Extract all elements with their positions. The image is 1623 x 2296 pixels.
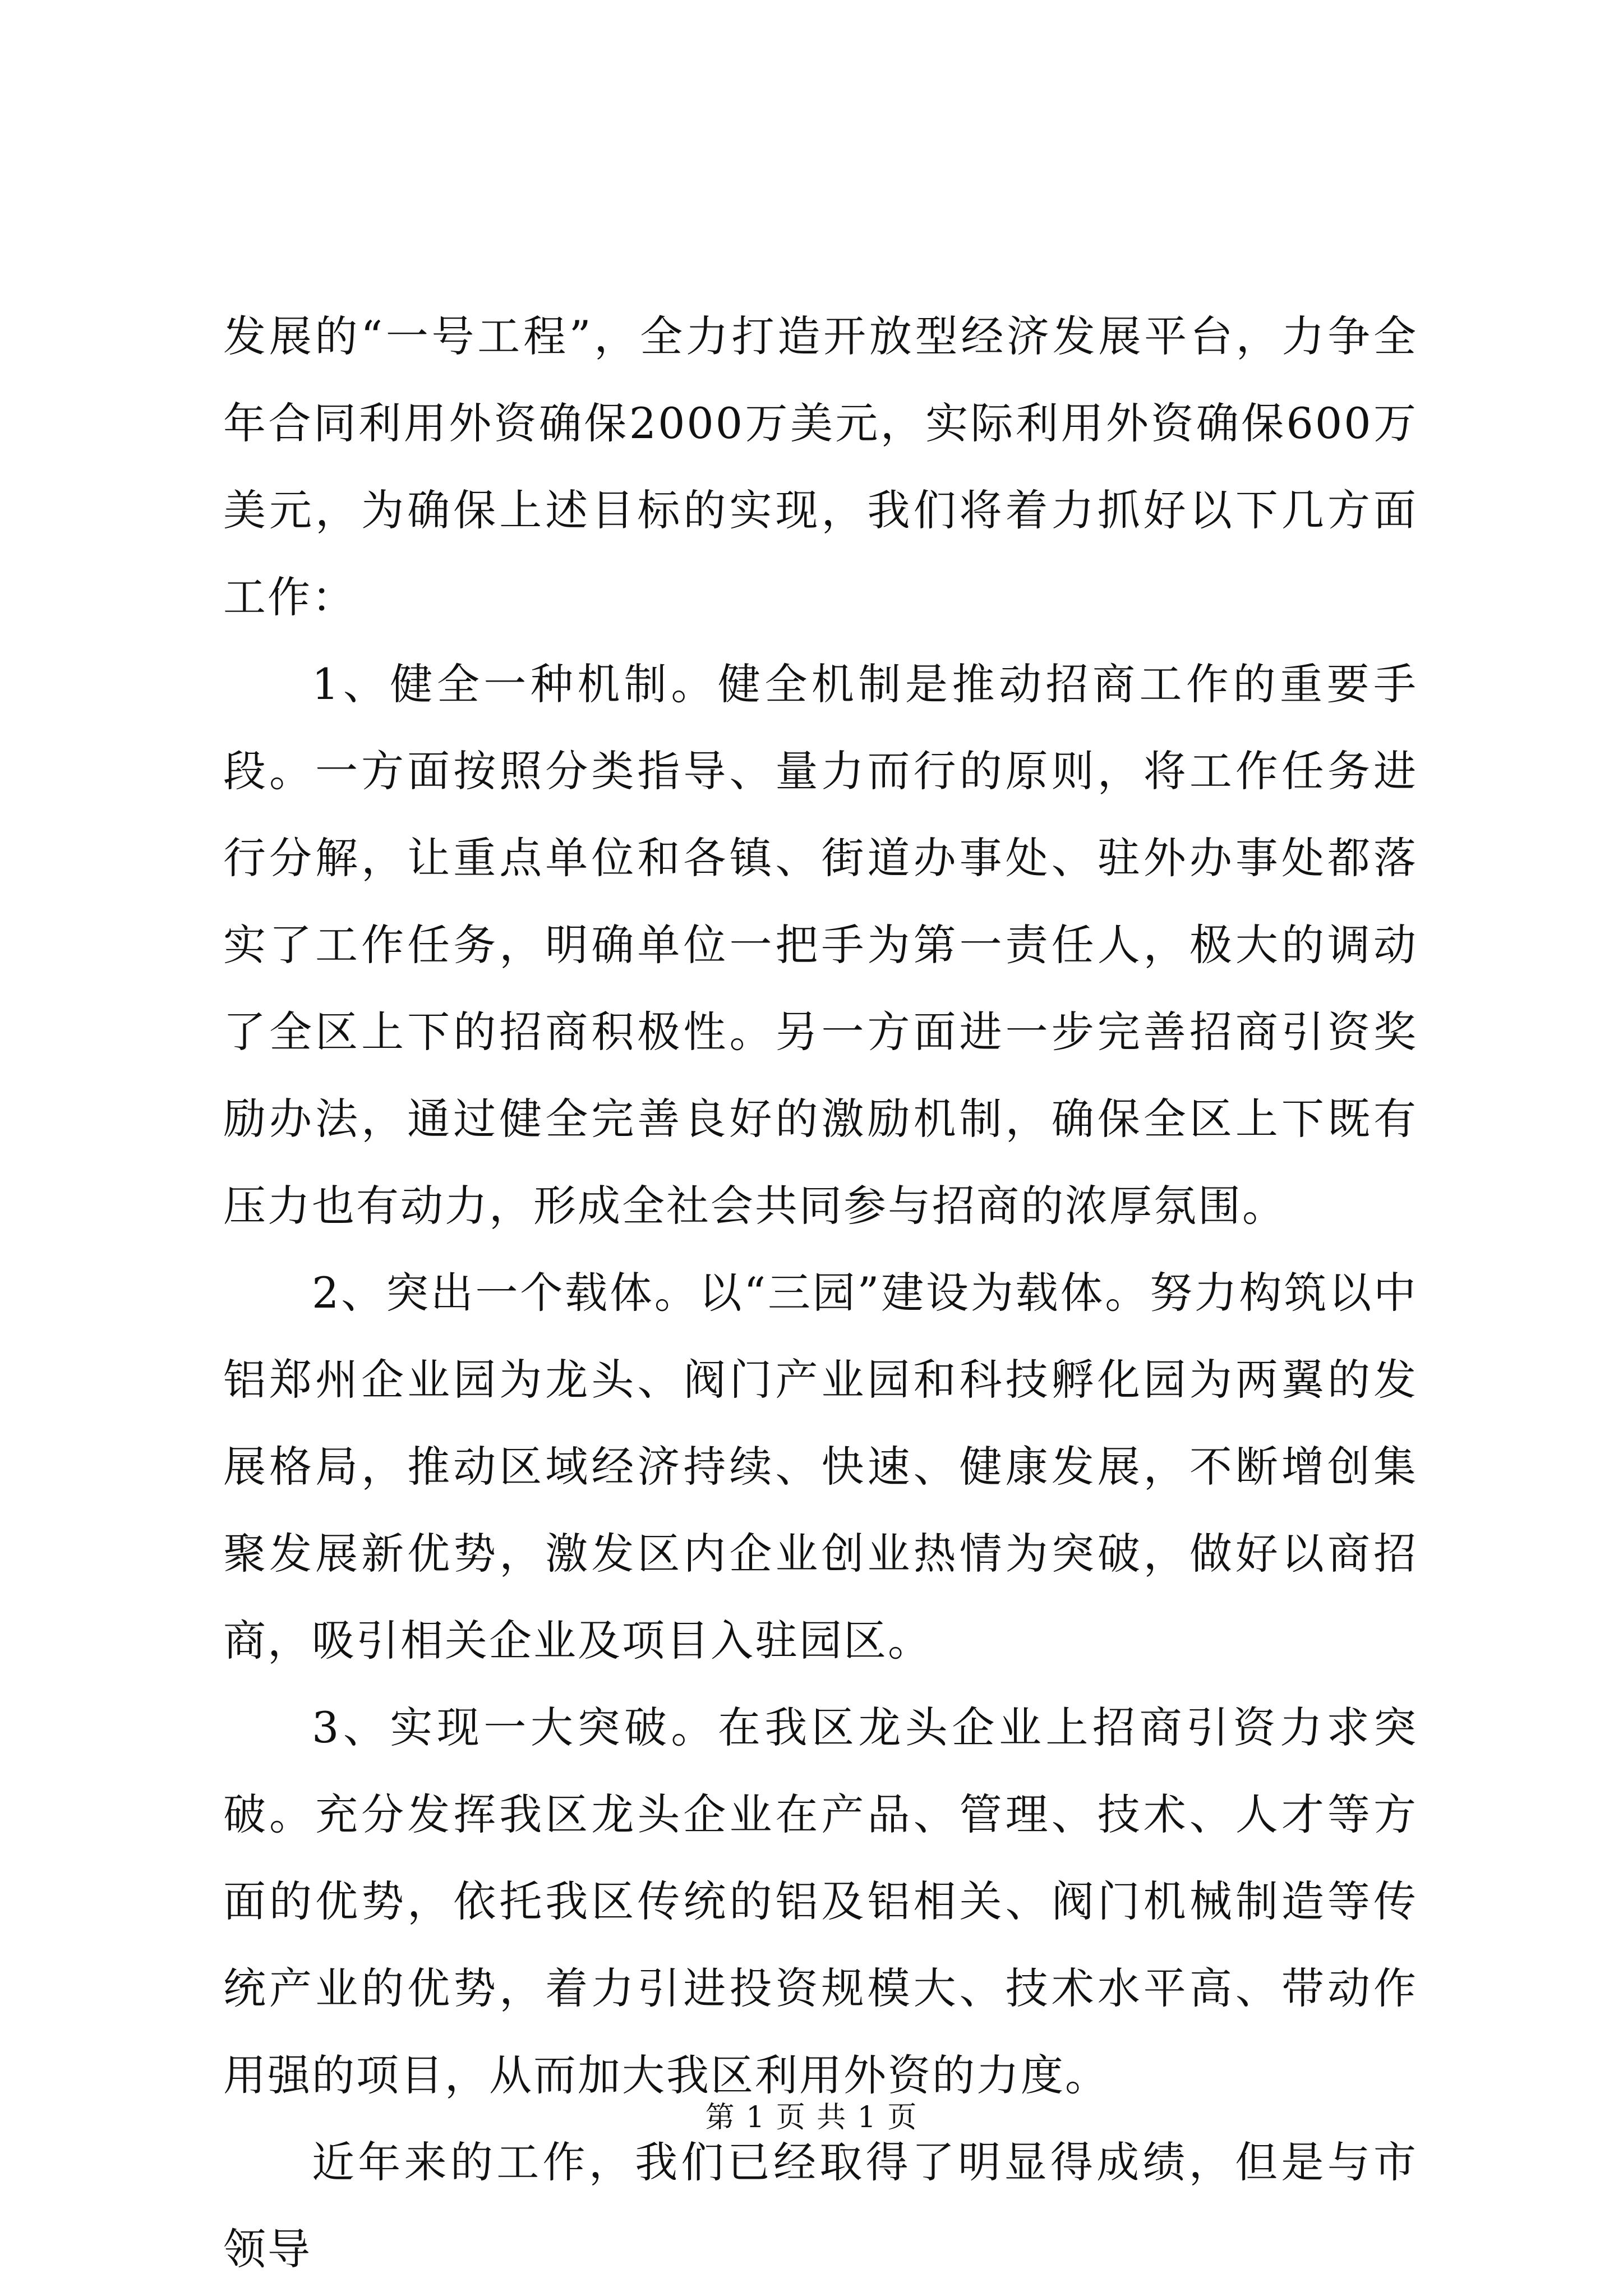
page-number-footer: 第 1 页 共 1 页 <box>705 2101 918 2134</box>
paragraph-recent-work: 近年来的工作，我们已经取得了明显得成绩，但是与市领导 <box>223 2137 1418 2274</box>
paragraph-continuation: 发展的“一号工程”，全力打造开放型经济发展平台，力争全年合同利用外资确保2000万美元，实际利用外资确保600万美元，为确保上述目标的实现，我们将着力抓好以下几方面工作： <box>223 311 1418 622</box>
paragraph-carrier: 2、突出一个载体。以“三园”建设为载体。努力构筑以中铝郑州企业园为龙头、阀门产业园和科技孵化园为两翼的发展格局，推动区域经济持续、快速、健康发展，不断增创集聚发展新优势，激发区内企业创业热情为突破，做好以商招商，吸引相关企业及项目入驻园区。 <box>223 1268 1418 1665</box>
paragraph-breakthrough: 3、实现一大突破。在我区龙头企业上招商引资力求突破。充分发挥我区龙头企业在产品、管理、技术、人才等方面的优势，依托我区传统的铝及铝相关、阀门机械制造等传统产业的优势，着力引进投资规模大、技术水平高、带动作用强的项目，从而加大我区利用外资的力度。 <box>223 1703 1418 2100</box>
document-body <box>223 293 1418 2293</box>
paragraph-mechanism: 1、健全一种机制。健全机制是推动招商工作的重要手段。一方面按照分类指导、量力而行的原则，将工作任务进行分解，让重点单位和各镇、街道办事处、驻外办事处都落实了工作任务，明确单位一把手为第一责任人，极大的调动了全区上下的招商积极性。另一方面进一步完善招商引资奖励办法，通过健全完善良好的激励机制，确保全区上下既有压力也有动力，形成全社会共同参与招商的浓厚氛围。 <box>223 659 1418 1231</box>
